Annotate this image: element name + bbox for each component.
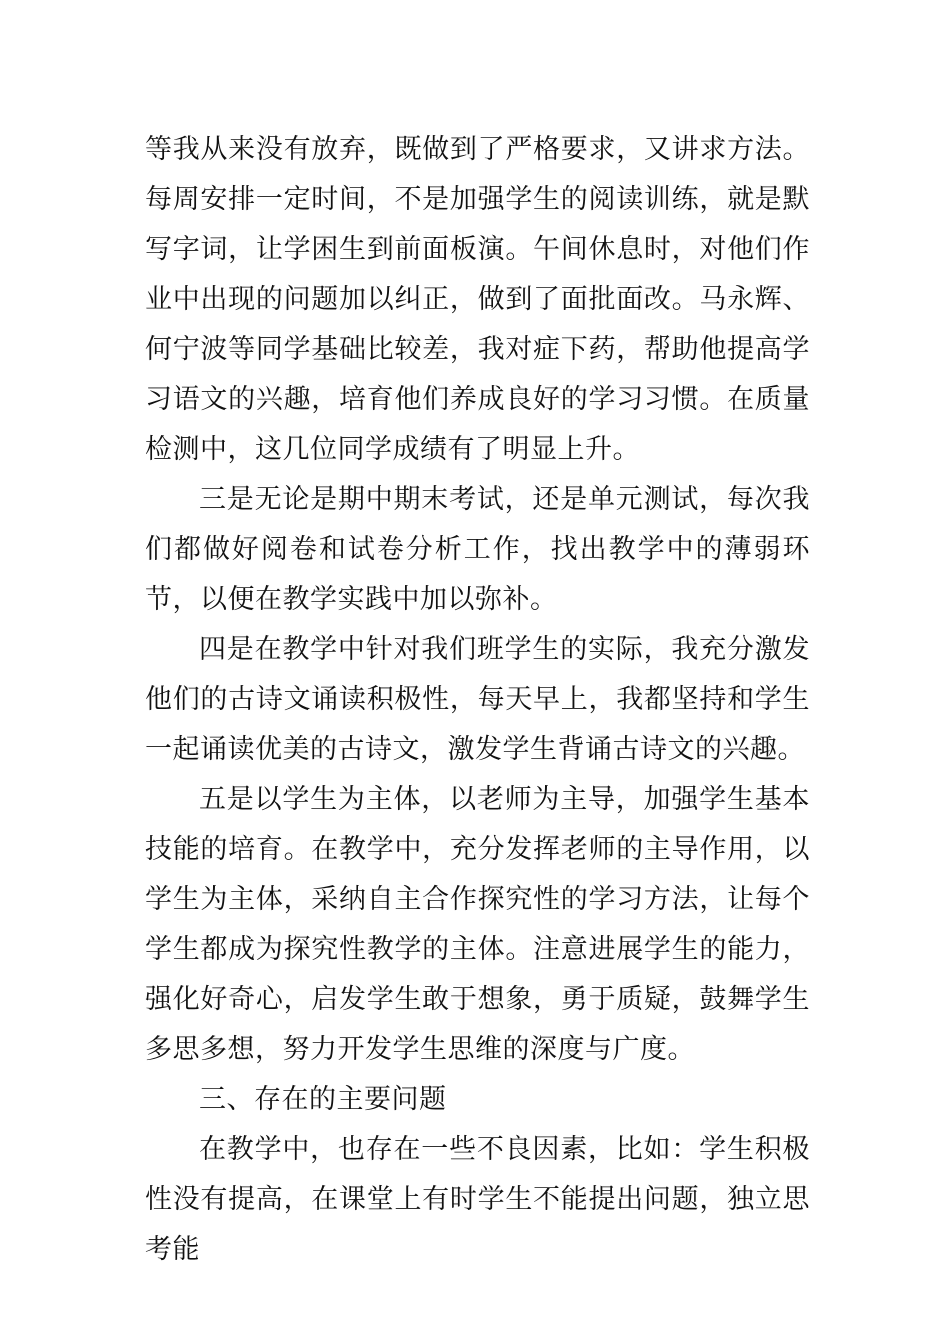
paragraph-point-four: 四是在教学中针对我们班学生的实际，我充分激发他们的古诗文诵读积极性，每天早上，我都坚持和学生一起诵读优美的古诗文，激发学生背诵古诗文的兴趣。 <box>145 634 810 765</box>
paragraph-point-three: 三是无论是期中期末考试，还是单元测试，每次我们都做好阅卷和试卷分析工作，找出教学中的薄弱环节，以便在教学实践中加以弥补。 <box>145 484 810 615</box>
document-body <box>145 125 810 1275</box>
paragraph-continued: 等我从来没有放弃，既做到了严格要求，又讲求方法。每周安排一定时间，不是加强学生的阅读训练，就是默写字词，让学困生到前面板演。午间休息时，对他们作业中出现的问题加以纠正，做到了面批面改。马永辉、何宁波等同学基础比较差，我对症下药，帮助他提高学习语文的兴趣，培育他们养成良好的学习习惯。在质量检测中，这几位同学成绩有了明显上升。 <box>145 134 810 465</box>
paragraph-problems: 在教学中，也存在一些不良因素，比如：学生积极性没有提高，在课堂上有时学生不能提出问题，独立思考能 <box>145 1134 810 1265</box>
paragraph-point-five: 五是以学生为主体，以老师为主导，加强学生基本技能的培育。在教学中，充分发挥老师的主导作用，以学生为主体，采纳自主合作探究性的学习方法，让每个学生都成为探究性教学的主体。注意进展学生的能力，强化好奇心，启发学生敢于想象，勇于质疑，鼓舞学生多思多想，努力开发学生思维的深度与广度。 <box>145 784 810 1065</box>
section-heading: 三、存在的主要问题 <box>199 1084 447 1115</box>
